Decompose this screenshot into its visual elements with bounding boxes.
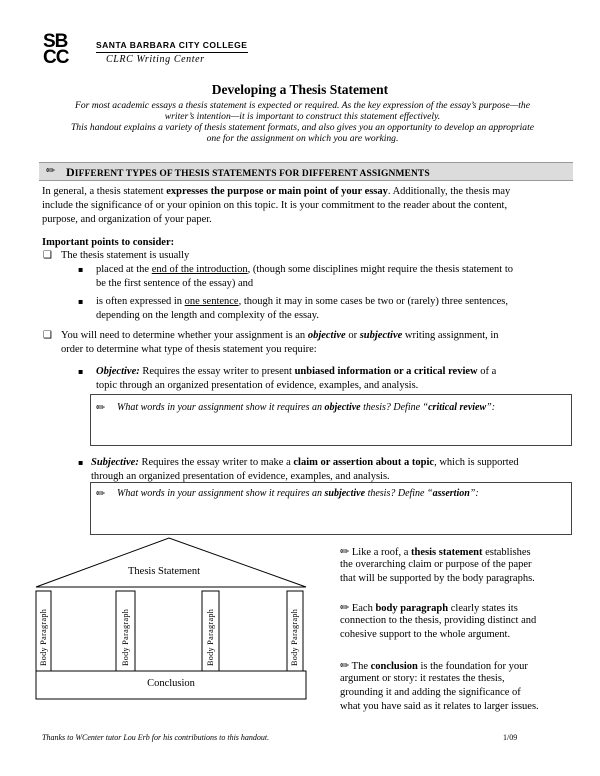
- general-text: . Additionally, the thesis may: [387, 186, 511, 197]
- subjective-line-2: through an organized presentation of evidence, examples, and analysis.: [91, 471, 390, 482]
- sub-point-text: placed at the: [96, 264, 152, 275]
- general-line-3: purpose, and organization of your paper.: [42, 214, 212, 225]
- question-bold: subjective: [324, 488, 366, 499]
- question-bold: critical review: [428, 402, 487, 413]
- subjective-bold: claim or assertion about a topic: [293, 457, 435, 468]
- logo-line-1: SB: [43, 31, 68, 52]
- bullet-icon: ▪: [78, 458, 84, 467]
- sub-point-2-line-2: depending on the length and complexity of the essay.: [96, 310, 319, 321]
- sub-point-text: , though it may in some cases be two or (rarely) three sentences,: [238, 296, 509, 307]
- roof-label: Thesis Statement: [128, 566, 201, 577]
- intro-line-2: writer’s intention—it is important to construct this statement effectively.: [164, 111, 441, 122]
- conclusion-explain-2: argument or story: it restates the thesis,: [340, 673, 505, 684]
- bullet-icon: ▪: [78, 265, 84, 274]
- pencil-icon: ✏: [46, 164, 56, 177]
- college-name: SANTA BARBARA CITY COLLEGE: [96, 40, 248, 50]
- explain-bold: thesis statement: [411, 547, 483, 558]
- conclusion-explain-4: what you have said as it relates to larger issues.: [340, 701, 539, 712]
- page-title: Developing a Thesis Statement: [211, 82, 389, 97]
- sub-point-text: , (though some disciplines might require the thesis statement to: [247, 264, 513, 275]
- intro-line-4: one for the assignment on which you are working.: [206, 133, 399, 144]
- explain-text: Each: [349, 603, 376, 614]
- question-text: What words in your assignment show it requires an: [117, 402, 325, 413]
- roof-triangle: [36, 538, 306, 587]
- section-heading-rest: IFFERENT TYPES OF THESIS STATEMENTS FOR DIFFERENT ASSIGNMENTS: [74, 169, 430, 179]
- general-text: In general, a thesis statement: [42, 186, 167, 197]
- intro-line-3: This handout explains a variety of thesis statement formats, and also gives you an opportunity to develop an appropriate: [70, 122, 535, 133]
- general-line-2: include the significance of or your opinion on this topic. It is your commitment to the reader about the content,: [42, 200, 508, 211]
- bullet-icon: ▪: [78, 297, 84, 306]
- point-2-line-2: order to determine what type of thesis statement you require:: [61, 344, 317, 355]
- bullet-icon: ▪: [78, 367, 84, 376]
- pencil-icon: ✏: [340, 545, 350, 558]
- objective-label: Objective:: [96, 366, 140, 377]
- subjective-label: Subjective:: [91, 457, 139, 468]
- point-text: writing assignment, in: [402, 330, 499, 341]
- body-explain-3: cohesive support to the whole argument.: [340, 629, 511, 640]
- explain-text: clearly states its: [448, 603, 518, 614]
- center-name: CLRC Writing Center: [106, 54, 205, 65]
- objective-line-2: topic through an organized presentation of evidence, examples, and analysis.: [96, 380, 419, 391]
- explain-text: The: [349, 661, 371, 672]
- sub-point-text: is often expressed in: [96, 296, 185, 307]
- objective-text: of a: [477, 366, 497, 377]
- roof-explain-1: [340, 545, 531, 558]
- section-heading-cap: D: [66, 165, 75, 179]
- footer-credit: Thanks to WCenter tutor Lou Erb for his contributions to this handout.: [42, 733, 270, 742]
- explain-text: Like a roof, a: [349, 547, 412, 558]
- conclusion-explain-3: grounding it and adding the significance of: [340, 687, 521, 698]
- general-bold: expresses the purpose or main point of your essay: [166, 186, 388, 197]
- explain-bold: body paragraph: [375, 603, 449, 614]
- point-1: The thesis statement is usually: [61, 250, 190, 261]
- conclusion-explain-1: [340, 659, 528, 672]
- pencil-icon: ✏: [340, 659, 350, 672]
- point-bold: objective: [307, 330, 346, 341]
- objective-bold: unbiased information or a critical review: [294, 366, 478, 377]
- column-label-1: Body Paragraph: [39, 608, 48, 666]
- checkbox-icon: ❑: [43, 330, 52, 341]
- question-text: ”:: [486, 402, 496, 413]
- question-text: What words in your assignment show it requires an: [117, 488, 325, 499]
- point-text: You will need to determine whether your assignment is an: [61, 330, 308, 341]
- objective-text: Requires the essay writer to present: [139, 366, 295, 377]
- point-bold: subjective: [359, 330, 403, 341]
- column-label-4: Body Paragraph: [290, 608, 299, 666]
- pencil-icon: ✏: [96, 401, 106, 414]
- subjective-text: Requires the essay writer to make a: [138, 457, 294, 468]
- point-text: or: [345, 330, 360, 341]
- body-explain-1: [340, 601, 518, 614]
- question-text: thesis? Define “: [360, 402, 429, 413]
- explain-bold: conclusion: [370, 661, 418, 672]
- question-text: thesis? Define “: [365, 488, 433, 499]
- pencil-icon: ✏: [340, 601, 350, 614]
- intro-line-1: For most academic essays a thesis statement is expected or required. As the key expression of the essay’s purpose—the: [75, 100, 530, 111]
- checkbox-icon: ❑: [43, 250, 52, 261]
- pencil-icon: ✏: [96, 487, 106, 500]
- explain-text: establishes: [482, 547, 531, 558]
- sub-point-underline: end of the introduction: [151, 264, 248, 275]
- question-bold: assertion: [432, 488, 470, 499]
- roof-explain-3: that will be supported by the body paragraphs.: [340, 573, 535, 584]
- sub-point-underline: one sentence: [184, 296, 239, 307]
- explain-text: is the foundation for your: [417, 661, 528, 672]
- question-bold: objective: [324, 402, 361, 413]
- logo-line-2: CC: [43, 47, 69, 68]
- sub-point-1-line-2: be the first sentence of the essay) and: [96, 278, 254, 289]
- subjective-text: , which is supported: [434, 457, 519, 468]
- base-label: Conclusion: [147, 678, 195, 689]
- roof-explain-2: the overarching claim or purpose of the paper: [340, 559, 532, 570]
- column-label-2: Body Paragraph: [121, 608, 130, 666]
- footer-date: 1/09: [503, 733, 518, 742]
- question-text: ”:: [469, 488, 479, 499]
- body-explain-2: connection to the thesis, providing distinct and: [340, 615, 537, 626]
- column-label-3: Body Paragraph: [206, 608, 215, 666]
- points-heading: Important points to consider:: [42, 237, 175, 248]
